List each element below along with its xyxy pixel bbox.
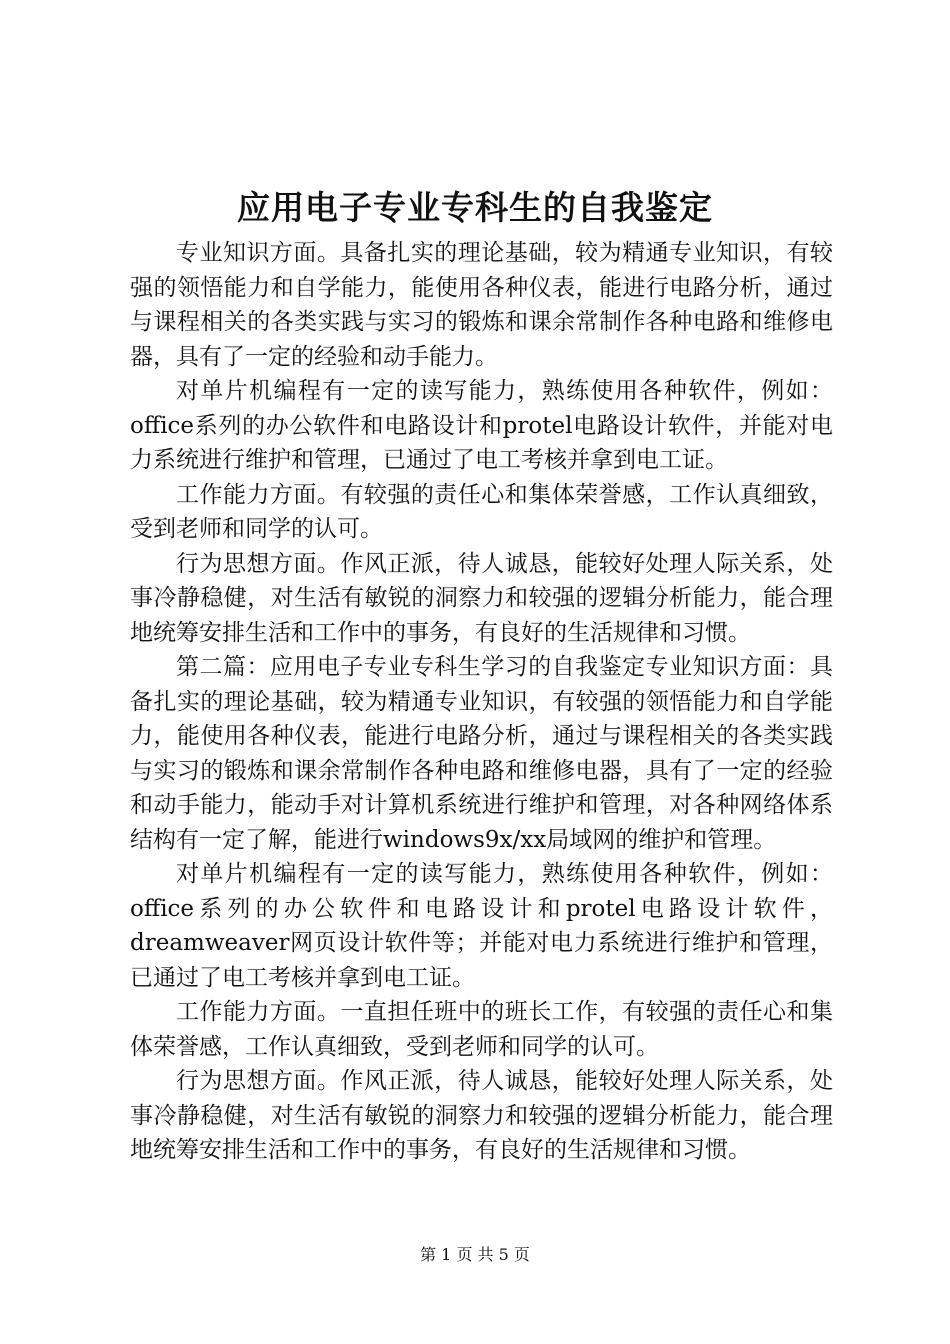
document-title: 应用电子专业专科生的自我鉴定: [237, 188, 713, 227]
paragraph: 工作能力方面。一直担任班中的班长工作，有较强的责任心和集体荣誉感，工作认真细致，受到老师和同学的认可。: [130, 999, 833, 1060]
paragraph: 第二篇：应用电子专业专科生学习的自我鉴定专业知识方面：具备扎实的理论基础，较为精通专业知识，有较强的领悟能力和自学能力，能使用各种仪表，能进行电路分析，通过与课程相关的各类实践与实习的锻炼和课余常制作各种电路和维修电器，具有了一定的经验和动手能力，能动手对计算机系统进行维护和管理，对各种网络体系结构有一定了解，能进行windows9x/xx局域网的维护和管理。: [130, 654, 833, 853]
paragraph: 行为思想方面。作风正派，待人诚恳，能较好处理人际关系，处事冷静稳健，对生活有敏锐的洞察力和较强的逻辑分析能力，能合理地统筹安排生活和工作中的事务，有良好的生活规律和习惯。: [130, 1068, 833, 1163]
paragraph: 工作能力方面。有较强的责任心和集体荣誉感，工作认真细致，受到老师和同学的认可。: [130, 481, 833, 542]
paragraph: 对单片机编程有一定的读写能力，熟练使用各种软件，例如：office系列的办公软件和电路设计和protel电路设计软件，dreamweaver网页设计软件等；并能对电力系统进行维护和管理，已通过了电工考核并拿到电工证。: [130, 861, 833, 991]
paragraph: 行为思想方面。作风正派，待人诚恳，能较好处理人际关系，处事冷静稳健，对生活有敏锐的洞察力和较强的逻辑分析能力，能合理地统筹安排生活和工作中的事务，有良好的生活规律和习惯。: [130, 550, 833, 646]
paragraph: 专业知识方面。具备扎实的理论基础，较为精通专业知识，有较强的领悟能力和自学能力，能使用各种仪表，能进行电路分析，通过与课程相关的各类实践与实习的锻炼和课余常制作各种电路和维修电器，具有了一定的经验和动手能力。: [130, 240, 833, 370]
document-body: [130, 236, 833, 1168]
page-number-footer: 第 1 页 共 5 页: [420, 1245, 530, 1264]
paragraph: 对单片机编程有一定的读写能力，熟练使用各种软件，例如：office系列的办公软件和电路设计和protel电路设计软件，并能对电力系统进行维护和管理，已通过了电工考核并拿到电工证。: [130, 378, 833, 473]
